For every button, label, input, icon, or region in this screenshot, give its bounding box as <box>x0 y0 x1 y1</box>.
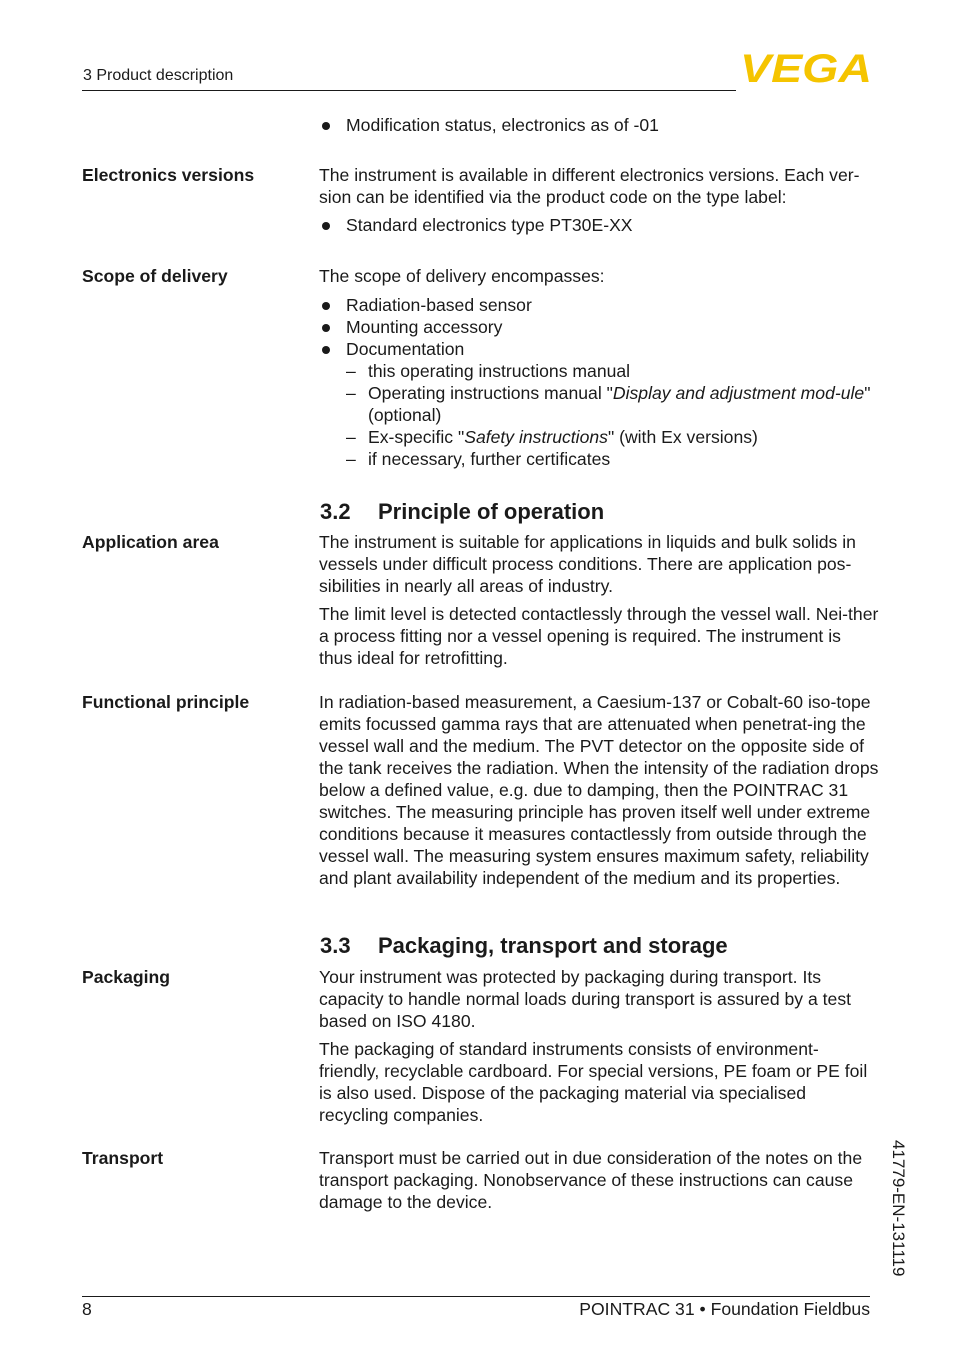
vega-logo <box>740 50 873 84</box>
section-heading-3-2: 3.2 Principle of operation <box>320 499 605 524</box>
side-heading-functional: Functional principle <box>82 692 250 712</box>
header-divider <box>82 90 736 91</box>
running-header: 3 Product description <box>83 67 234 84</box>
side-heading-electronics: Electronics versions <box>82 165 255 185</box>
functional-block <box>319 691 879 889</box>
side-heading-delivery: Scope of delivery <box>82 266 228 286</box>
paragraph: The packaging of standard instruments consists of environment-friendly, recyclable cardboard. For special versions, PE foam or PE foil is also used. Dispose of the packaging material via specialised recycling companies. <box>319 1039 868 1125</box>
paragraph: Transport must be carried out in due consideration of the notes on the transport packaging. Nonobservance of these instructions can cause damage to the device. <box>319 1148 863 1212</box>
footer-title: POINTRAC 31 • Foundation Fieldbus <box>579 1299 870 1319</box>
sublist-item: – this operating instructions manual <box>319 360 879 382</box>
side-heading-application: Application area <box>82 532 219 552</box>
paragraph: The scope of delivery encompasses: <box>319 266 605 286</box>
transport-block <box>319 1147 875 1213</box>
electronics-block <box>319 164 879 236</box>
paragraph: Your instrument was protected by packaging during transport. Its capacity to handle normal loads during transport is assured by a test based on ISO 4180. <box>319 967 852 1031</box>
footer-divider <box>82 1296 870 1297</box>
svg-text:VEGA: VEGA <box>740 50 872 84</box>
paragraph: The instrument is available in different electronics versions. Each ver-sion can be identified via the product code on the type label: <box>319 165 860 207</box>
list-item: Radiation-based sensor <box>319 294 879 316</box>
side-heading-packaging: Packaging <box>82 967 171 987</box>
page-number: 8 <box>82 1299 92 1319</box>
documentation-sublist <box>319 360 879 470</box>
intro-list <box>319 114 879 136</box>
list-item: Standard electronics type PT30E-XX <box>319 214 879 236</box>
list-item: Modification status, electronics as of -01 <box>319 114 879 136</box>
list-item: Mounting accessory <box>319 316 879 338</box>
paragraph: The instrument is suitable for applications in liquids and bulk solids in vessels under difficult process conditions. There are application pos-sibilities in nearly all areas of industry. <box>319 532 856 596</box>
delivery-block <box>319 265 879 470</box>
sublist-item: – Ex-specific "Safety instructions" (with Ex versions) <box>319 426 879 448</box>
list-item: Documentation <box>319 338 879 360</box>
sublist-item: – if necessary, further certificates <box>319 448 879 470</box>
sublist-item: – Operating instructions manual "Display and adjustment mod-ule" (optional) <box>319 382 879 426</box>
paragraph: In radiation-based measurement, a Caesium-137 or Cobalt-60 iso-tope emits focussed gamma rays that are attenuated when penetrat-ing the vessel wall and the medium. The PVT detector on the opposite side of the tank receives the radiation. When the intensity of the radiation drops below a defined value, e.g. due to damping, then the POINTRAC 31 switches. The measuring principle has proven itself well under extreme conditions because it measures contactlessly from outside through the vessel wall. The measuring system ensures maximum safety, reliability and plant availability independent of the medium and its properties. <box>319 692 879 888</box>
document-code: 41779-EN-131119 <box>889 1140 908 1277</box>
application-block <box>319 531 879 669</box>
section-heading-3-3: 3.3 Packaging, transport and storage <box>320 933 728 958</box>
packaging-block <box>319 966 879 1126</box>
paragraph: The limit level is detected contactlessly through the vessel wall. Nei-ther a process fitting nor a vessel opening is required. The instrument is thus ideal for retrofitting. <box>319 604 879 668</box>
side-heading-transport: Transport <box>82 1148 164 1168</box>
